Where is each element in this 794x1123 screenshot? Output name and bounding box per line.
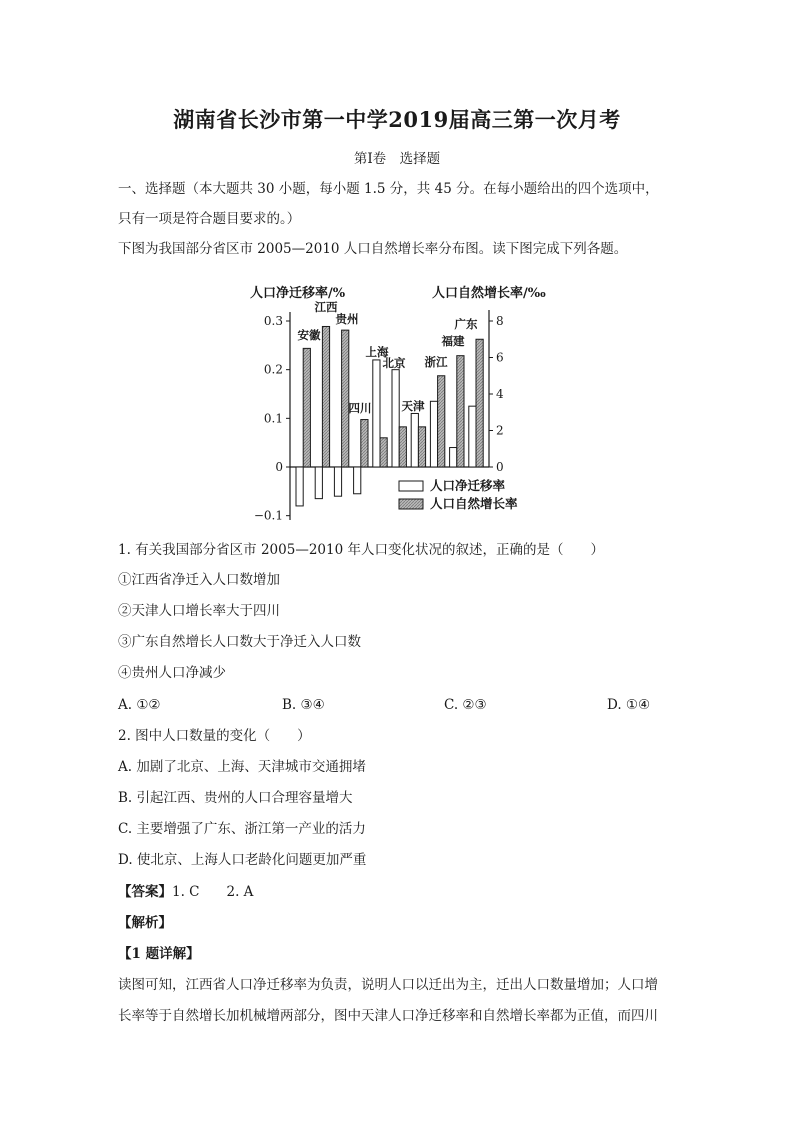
chart-intro-text: 下图为我国部分省区市 2005—2010 人口自然增长率分布图。读下图完成下列各题。 [118,241,628,257]
bar-natural-growth-8 [457,356,464,467]
question-1-statement-4: ④贵州人口净减少 [118,665,226,681]
category-label-8: 福建 [441,334,465,348]
category-label-6: 天津 [401,399,425,413]
analysis-tag: 【解析】 [118,915,172,931]
bar-net-migration-1 [315,467,322,499]
question-1-statement-3: ③广东自然增长人口数大于净迁入人口数 [118,634,361,650]
bar-natural-growth-0 [303,348,310,467]
bar-net-migration-7 [430,401,437,467]
left-axis-title: 人口净迁移率/% [250,286,346,301]
bar-net-migration-9 [469,406,476,467]
question-1-option-c: C. ②③ [444,697,487,713]
question-1-stem: 1. 有关我国部分省区市 2005—2010 年人口变化状况的叙述，正确的是（ ） [118,542,604,558]
answer-line [118,883,253,901]
question-1-option-b: B. ③④ [282,697,325,713]
category-label-5: 北京 [382,356,406,370]
detail-line-1: 读图可知，江西省人口净迁移率为负责，说明人口以迁出为主，迁出人口数量增加；人口增 [118,977,658,993]
right-axis-title: 人口自然增长率/‰ [432,286,546,301]
question-2-option-d: D. 使北京、上海人口老龄化问题更加严重 [118,852,367,868]
bar-natural-growth-1 [322,326,329,467]
category-label-7: 浙江 [424,355,448,369]
question-2-option-b: B. 引起江西、贵州的人口合理容量增大 [118,790,353,806]
category-label-1: 江西 [314,300,338,314]
right-axis-tick-label: 2 [496,423,504,438]
detail-tag: 【1 题详解】 [118,946,200,962]
legend-swatch-natural-growth [399,499,423,509]
left-axis-tick-label: 0.2 [263,362,283,377]
question-1-statement-1: ①江西省净迁入人口数增加 [118,572,280,588]
bar-natural-growth-9 [476,339,483,467]
bar-natural-growth-5 [399,427,406,467]
detail-line-2: 长率等于自然增长加机械增两部分，图中天津人口净迁移率和自然增长率都为正值，而四川 [118,1008,658,1024]
bar-net-migration-3 [354,467,361,494]
category-label-2: 贵州 [335,312,359,326]
right-axis-tick-label: 0 [496,460,504,474]
left-axis-tick-label: 0.1 [263,411,283,426]
answer-text: 1. C 2. A [172,884,254,900]
bar-natural-growth-4 [380,438,387,467]
category-label-4: 上海 [365,345,389,359]
category-label-9: 广东 [454,317,478,331]
bar-natural-growth-3 [361,420,368,467]
category-label-0: 安徽 [297,328,321,342]
legend-label-natural-growth: 人口自然增长率 [430,496,518,511]
left-axis-tick-label: 0 [275,460,283,474]
left-axis-tick-label: −0.1 [253,508,283,523]
bar-net-migration-0 [296,467,303,506]
bar-net-migration-5 [392,370,399,467]
left-axis-tick-label: 0.3 [263,314,283,328]
answer-tag: 【答案】 [118,884,172,900]
bar-natural-growth-7 [438,376,445,467]
bar-net-migration-6 [411,413,418,467]
section-heading-line-2: 只有一项是符合题目要求的。） [118,211,301,227]
bar-net-migration-4 [373,360,380,467]
page-subtitle: 第Ⅰ卷 选择题 [353,151,441,167]
right-axis-tick-label: 4 [496,387,504,401]
question-2-option-a: A. 加剧了北京、上海、天津城市交通拥堵 [118,759,366,775]
population-chart [0,0,794,560]
bar-net-migration-8 [450,448,457,467]
question-1-statement-2: ②天津人口增长率大于四川 [118,603,280,619]
bar-natural-growth-2 [342,330,349,467]
question-2-stem: 2. 图中人口数量的变化（ ） [118,728,311,744]
legend-label-net-migration: 人口净迁移率 [430,478,506,493]
right-axis-tick-label: 6 [496,350,504,365]
bar-net-migration-2 [334,467,341,496]
question-1-option-a: A. ①② [118,697,161,713]
question-1-option-d: D. ①④ [607,697,651,713]
question-2-option-c: C. 主要增强了广东、浙江第一产业的活力 [118,821,366,837]
category-label-3: 四川 [348,401,372,415]
legend-swatch-net-migration [399,481,423,491]
page-title: 湖南省长沙市第一中学2019届高三第一次月考 [173,107,621,132]
bar-natural-growth-6 [418,427,425,467]
right-axis-tick-label: 8 [496,314,504,328]
section-heading-line-1: 一、选择题（本大题共 30 小题，每小题 1.5 分，共 45 分。在每小题给出的四个选项中， [118,181,659,197]
